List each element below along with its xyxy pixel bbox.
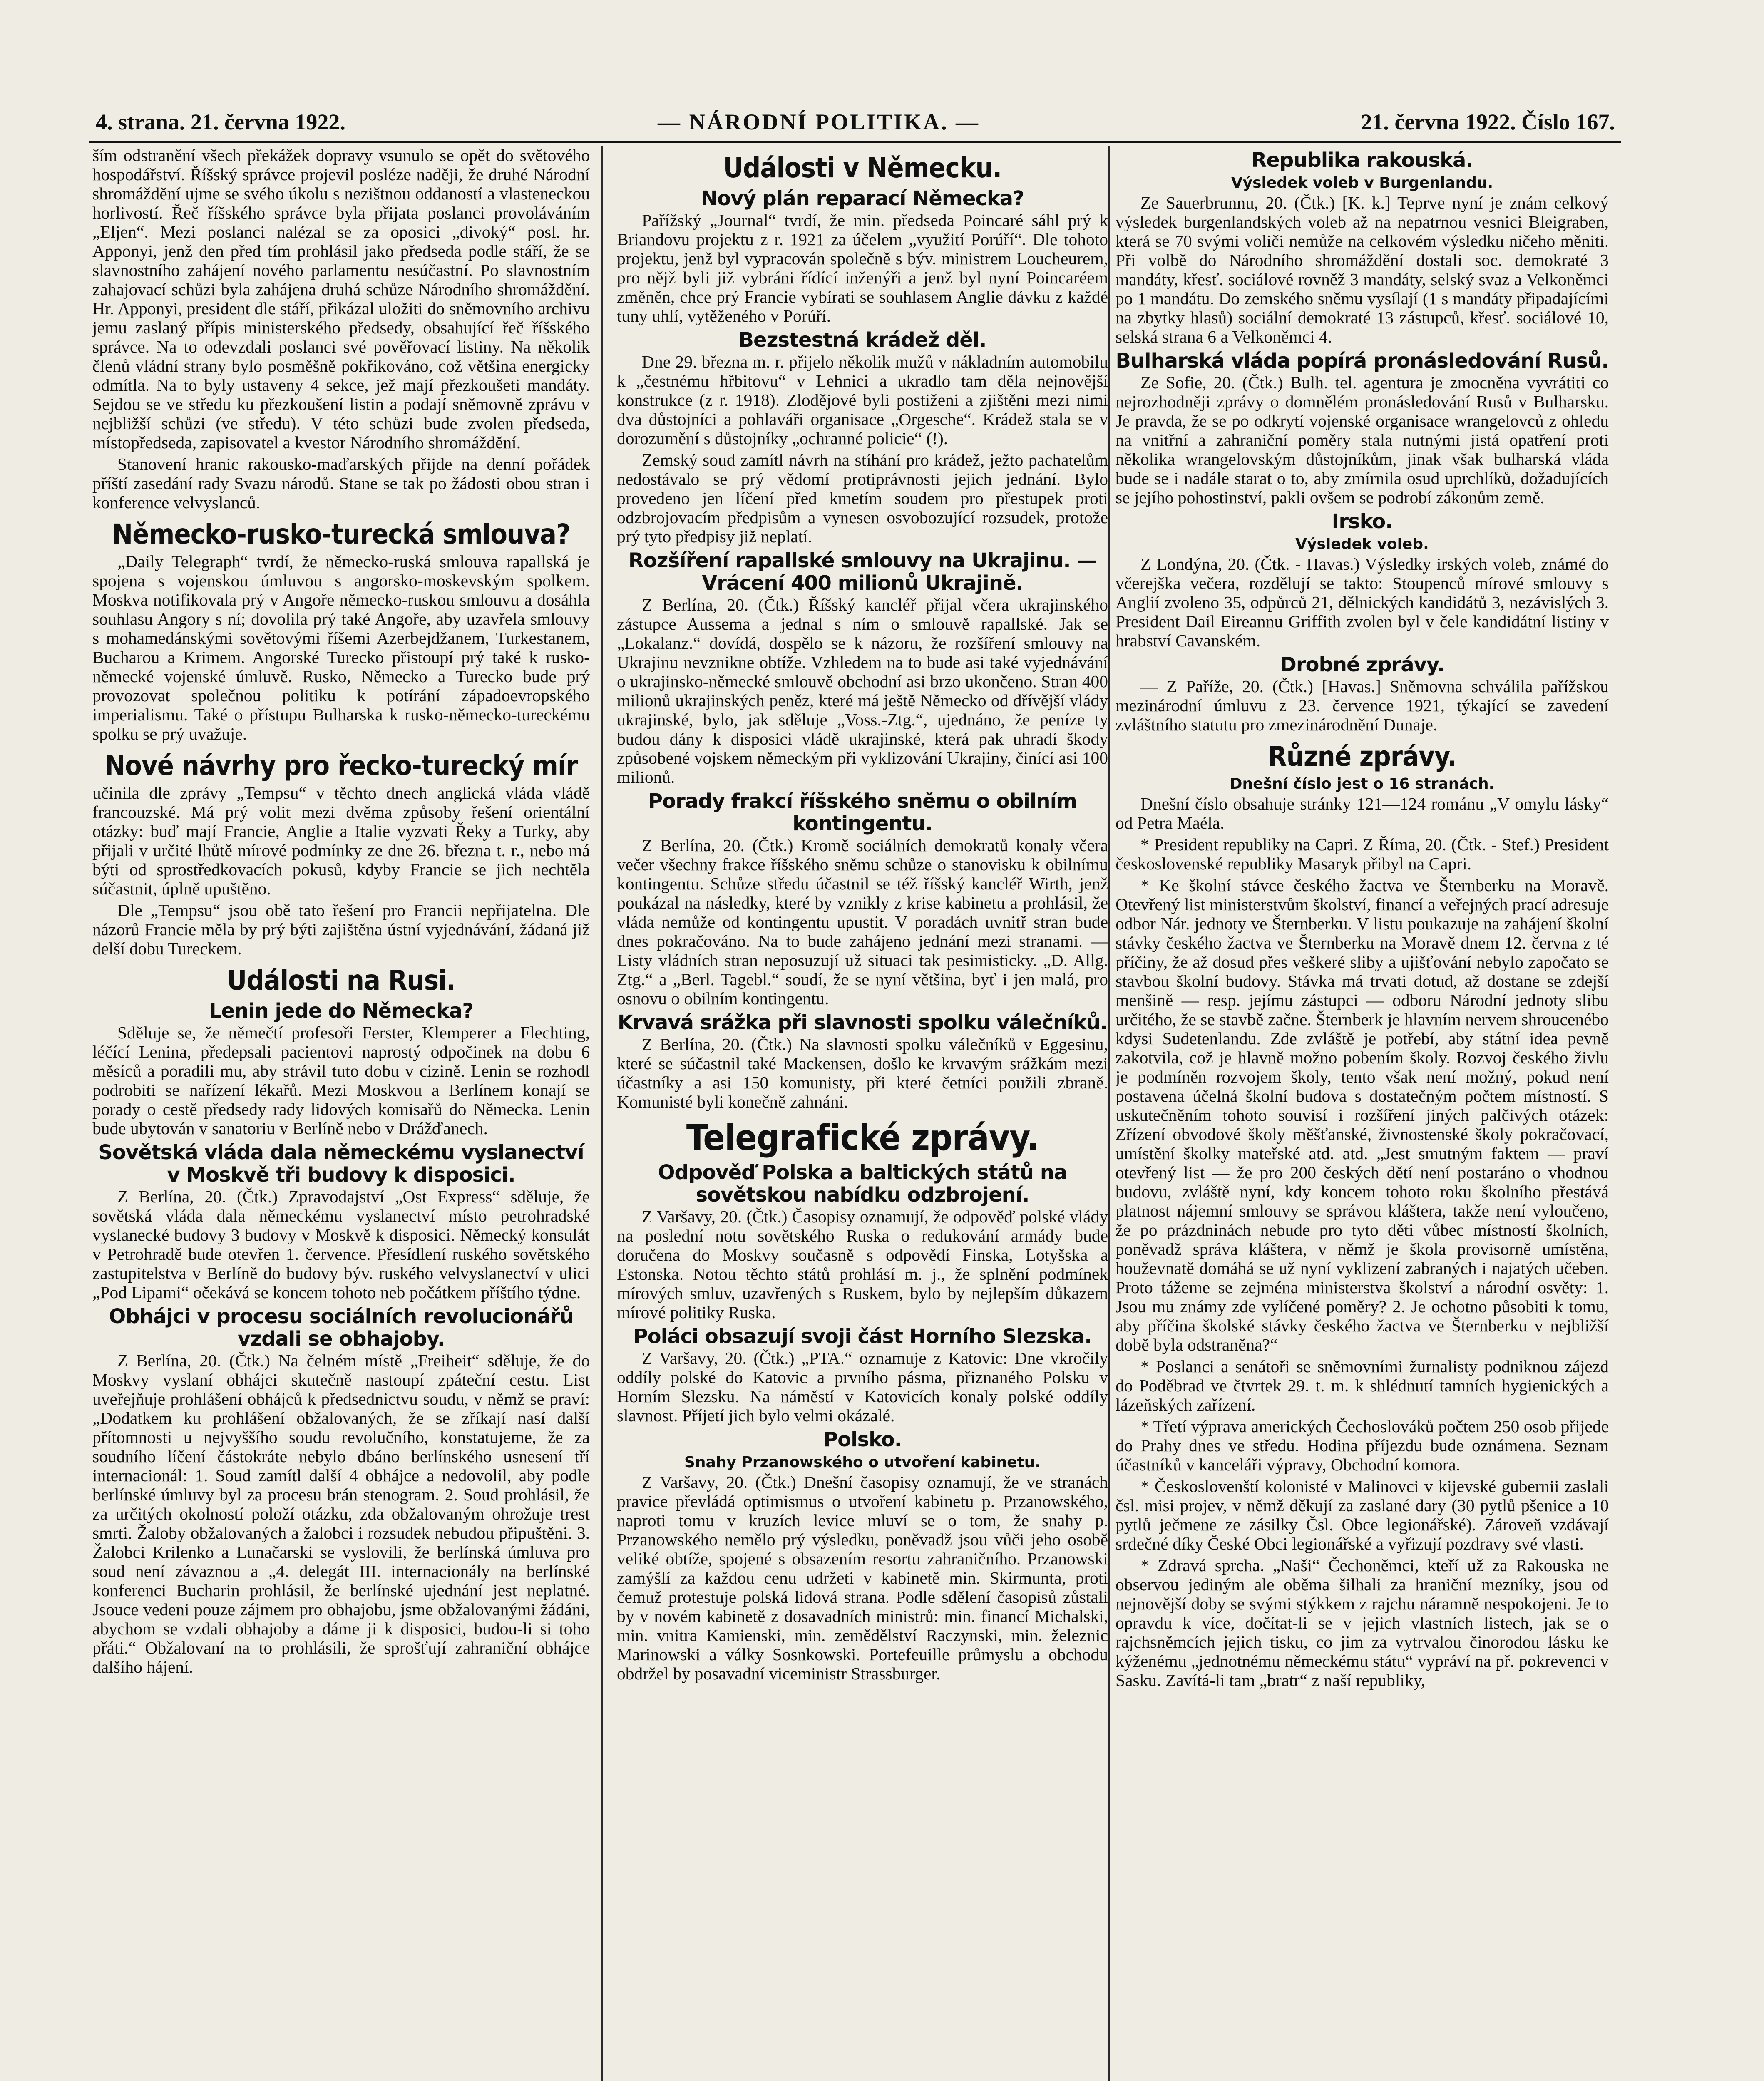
header-date-left: 4. strana. 21. června 1922. <box>96 109 345 134</box>
article-paragraph: Z Berlína, 20. (Čtk.) Na čelném místě „Freiheit“ sděluje, že do Moskvy vyslaní obhájci skutečně nastoupí zpáteční cestu. List uveřejňuje prohlášení obhájců k předsednictvu soudu, v němž se praví: „Dodatkem ku prohlášení obžalovaných, že se zříkají nasí další přítomnosti u nejvyššího soudu revolučního, konstatujeme, že za soudního líčení částokráte nebylo dbáno berlínského usnesení tří internacionál: 1. Soud zamítl další 4 obhájce a nedovolil, aby podle berlínské úmluvy byl za procesu brán stenogram. 2. Soud prohlásil, že za určitých okolností položí otázku, zda obžalovaným ohrožuje trest smrti. Žaloby obžalovaných a žalobci i rozsudek nebudou připuštěni. 3. Žalobci Krilenko a Lunačarski se vyslovili, že berlínská úmluva pro soud není závaznou a „4. delegát III. internacionály na berlínské konferenci Bucharin prohlásil, že berlínské ujednání jest neplatné. Jsouce vedeni pouze zájmem pro obhajobu, jsme obžalovanými žádáni, abychom se vzdali obhajoby a dáme ji k disposici, budou-li si toho přáti.“ Obžalovaní na to prohlásili, že sprošťují zahraniční obhájce dalšího hájení. <box>92 1351 590 1676</box>
article-paragraph: Ze Sofie, 20. (Čtk.) Bulh. tel. agentura je zmocněna vyvrátiti co nejrozhodněji zprávy o domnělém pronásledování Rusů v Bulharsku. Je pravda, že se po odkrytí vojenské organisace wrangelovců z ohledu na vnitřní a zahraniční poměry stala nutnými jistá opatření proti několika wrangelovským důstojníkům, jinak však bulharská vláda bude se i nadále starat o to, aby zmírnila osud uprchlíků, dožadujících se jejího pohostinství, pakli ovšem se podrobí zákonům země. <box>1116 373 1609 507</box>
article-paragraph: * President republiky na Capri. Z Říma, 20. (Čtk. - Stef.) President československé republiky Masaryk přibyl na Capri. <box>1116 835 1609 873</box>
headline-bulgaria: Bulharská vláda popírá pronásledování Rusů. <box>1116 349 1609 372</box>
article-paragraph: * Třetí výprava amerických Čechoslováků počtem 250 osob přijede do Prahy dnes ve středu. Hodina příjezdu bude oznámena. Seznam účastníků v kanceláři výpravy, Obchodní komora. <box>1116 1417 1609 1474</box>
subheadline-polsko: Polsko. <box>823 1428 902 1451</box>
column-rule-2 <box>1108 146 1110 2081</box>
column-rule-1 <box>601 146 603 2081</box>
article-continuation: ším odstranění všech překážek dopravy vsunulo se opět do světového hospodářství. Říšský správce projevil posléze naději, že druhé Národní shromáždění ujme se svého úkolu s nezištnou oddaností a vlasteneckou horlivostí. Řeč říšského správce byla přijata poslanci provoláváním „Eljen“. Mezi poslanci nalézal se za oposici „divoký“ posl. hr. Apponyi, jenž den před tím prohlásil jako předseda podle stáří, že se slavnostního zahájení nového parlamentu nesúčastní. Po slavnostním zahajovací schůzi byla zahájena druhá schůze Národního shromáždění. Hr. Apponyi, president dle stáří, přikázal uložiti do sněmovního archivu jemu zaslaný přípis ministerského předsedy, obsahující řeč říšského správce. Na to odevzdali poslanci své pověřovací listiny. Na několik členů vládní strany bylo posměšně pokřikováno, což většina energicky odmítla. Na to byly ustaveny 4 sekce, jež mají přezkoušeti mandáty. Sejdou se ve středu ku přezkoušení listin a podají sněmovně zprávu v nejbližší schůzi (ve středu). V této schůzi bude zvolen předseda, místopředseda, zapisovatel a kvestor Národního shromáždění. <box>92 146 590 452</box>
subheadline-ukraine: Rozšíření rapallské smlouvy na Ukrajinu. — Vrácení 400 milionů Ukrajině. <box>628 549 1097 595</box>
headline-various-news: Různé zprávy. <box>1267 740 1457 772</box>
subheadline-poland-disarmament: Odpověď Polska a baltických států na sovětskou nabídku odzbrojení. <box>658 1161 1067 1207</box>
article-paragraph: Ze Sauerbrunnu, 20. (Čtk.) [K. k.] Teprve nyní je znám celkový výsledek burgenlandských voleb až na nepatrnou vesnici Bleigraben, která se 70 svými voliči nemůže na celkovém výsledku ničeho měniti. Při volbě do Národního shromáždění dostali soc. demokraté 3 mandáty, křesť. sociálové rovněž 3 mandáty, selský svaz a Velkoněmci po 1 mandátu. Do zemského sněmu vysílají (1 s mandáty připadajícími na zbytky hlasů) sociální demokraté 13 zástupců, křesť. sociálové 10, selská strana 6 a Velkoněmci 4. <box>1116 193 1609 346</box>
column-3 <box>1116 146 1609 2081</box>
subheadline-cabinet: Snahy Przanowského o utvoření kabinetu. <box>684 1454 1041 1471</box>
article-paragraph: Z Varšavy, 20. (Čtk.) „PTA.“ oznamuje z Katovic: Dne vkročily oddíly polské do Katovic a prvního pásma, přiznaného Polsku v Horním Slezsku. Na náměstí v Katovicích konaly polské oddíly slavnost. Příjetí jich bylo velmi okázalé. <box>617 1348 1108 1425</box>
subheadline-issue-pages: Dnešní číslo jest o 16 stranách. <box>1230 775 1495 792</box>
headline-greek-turkish-peace: Nové návrhy pro řecko-turecký mír <box>104 750 578 782</box>
column-2 <box>617 146 1108 2081</box>
column-1 <box>92 146 590 2081</box>
article-paragraph: učinila dle zprávy „Tempsu“ v těchto dnech anglická vláda vládě francouzské. Má prý volit mezi dvěma způsoby řešení orientální otázky: buď mají Francie, Anglie a Italie vyzvati Řeky a Turky, aby přijali v určité lhůtě mírové podmínky ze dne 26. března t. r., nebo má býti od sprostředkovacích pokusů, kdyby Francie se jich nechtěla súčastnit, úplně upuštěno. <box>92 783 590 898</box>
article-paragraph: * Ke školní stávce českého žactva ve Šternberku na Moravě. Otevřený list ministerstvům školství, financí a veřejných prací adresuje odbor Nár. jednoty ve Šternberku. V listu poukazuje na zahájení školní stávky českého žactva ve Šternberku na Moravě dnem 12. června z té příčiny, že až dosud přes veškeré sliby a ujišťování nebylo započato se stavbou školní budovy. Stávka má trvati dotud, až dostane se zdejší menšině — resp. jejímu zástupci — odboru Národní jednoty slibu určitého, že se stavbě začne. Šternberk je hlavním nervem shroucenébo kdysi Sudetenlandu. Zde zvláště je potřebí, aby státní idea pevně zakotvila, což je hlavně možno pobením školy. Rozvoj českého živlu je podmíněn rozvojem školy, tento však není možný, pokud není postavena účelná školní budova s dostatečným počtem místností. S uskutečněním tohoto souvisí i rozšíření jiných palčivých otázek: Zřízení obvodové školy měšťanské, živnostenské školy pokračovací, umístění školky mateřské atd. atd. „Jest smutným faktem — praví otevřený list — že pro 200 českých dětí není postaráno o vhodnou budovu, zvláště nyní, kdy koncem tohoto roku školního přestává platnost nájemní smlouvy se správou kláštera, takže není vyloučeno, že po prázdninách nebude pro tyto děti vůbec místností školních, poněvadž správa kláštera, v němž je škola provisorně umístěna, houževnatě domáhá se už nyní vyklizení zabraných i najatých učeben. Proto tážeme se zejména ministerstva školství a národní osvěty: 1. Jsou mu známy zde vylíčené poměry? 2. Je ochotno působiti k tomu, aby příčina školské stávky českého žactva ve Šternberku v nejbližší době byla odstraněna?“ <box>1116 876 1609 1354</box>
article-paragraph: Z Berlína, 20. (Čtk.) Zpravodajství „Ost Express“ sděluje, že sovětská vláda dala německému vyslanectví místo petrohradské vyslanecké budovy 3 budovy v Moskvě k disposici. Německý konsulát v Petrohradě bude otevřen 1. července. Přesídlení ruského sovětského zastupitelstva v Berlíně do budovy býv. ruského velvyslanectví v ulici „Pod Lipami“ očekává se koncem tohoto neb počátkem příštího týdne. <box>92 1187 590 1302</box>
subheadline-lenin: Lenin jede do Německa? <box>209 999 474 1023</box>
headline-small-news: Drobné zprávy. <box>1280 653 1445 676</box>
article-paragraph: „Daily Telegraph“ tvrdí, že německo-ruská smlouva rapallská je spojena s vojenskou úmluvou s angorsko-moskevským spolkem. Moskva notifikovala prý v Angoře německo-ruskou smlouvu a dosáhla souhlasu Angory s ní; dovolila prý také Angoře, aby uzavřela smlouvy s mohamedánskými sovětovými říšemi Azerbejdžanem, Turkestanem, Bucharou a Krimem. Angorské Turecko přistoupí prý také k rusko-německé vojenské úmluvě. Rusko, Německo a Turecko bude prý provozovat společnou politiku k potírání západoevropského imperialismu. Také o přístupu Bulharska k rusko-německo-tureckému spolku se prý uvažuje. <box>92 552 590 743</box>
headline-turkish-treaty: Německo-rusko-turecká smlouva? <box>112 518 570 550</box>
article-paragraph: Z Varšavy, 20. (Čtk.) Časopisy oznamují, že odpověď polské vlády na poslední notu sovětského Ruska o redukování armády bude doručena do Moskvy současně s odpovědí Finska, Lotyšska a Estonska. Notou těchto států prohlásí m. j., že splnění podmínek mírových smluv, uzavřených s Ruskem, bylo by nejlepším důkazem mírové politiky Ruska. <box>617 1207 1108 1322</box>
headline-russia: Události na Rusi. <box>227 964 455 996</box>
article-paragraph: * Českoslovenští kolonisté v Malinovci v kijevské gubernii zaslali čsl. misi projev, v němž děkují za zaslané dary (30 pytlů pšenice a 10 pytlů ječmene ze zásilky Čsl. Obce legionářské). Zároveň vzdávají srdečné díky České Obci legionářské a vyřizují pozdravy své vlasti. <box>1116 1477 1609 1553</box>
article-paragraph: Dne 29. března m. r. přijelo několik mužů v nákladním automobilu k „čestnému hřbitovu“ v Lehnici a ukradlo tam děla nejnovější konstrukce (z r. 1918). Zlodějové byli postiženi a zjištěni mezi nimi dva důstojníci a pohlaváři organisace „Orgesche“. Krádež stala se v dorozumění s důstojníky „ochranné policie“ (!). <box>617 352 1108 448</box>
article-paragraph: — Z Paříže, 20. (Čtk.) [Havas.] Sněmovna schválila pařížskou mezinárodní úmluvu z 23. července 1921, týkající se zavedení zvláštního statutu pro zmezinárodnění Dunaje. <box>1116 677 1609 734</box>
headline-telegraph: Telegrafické zprávy. <box>686 1117 1039 1159</box>
article-paragraph: Z Berlína, 20. (Čtk.) Kromě sociálních demokratů konaly včera večer všechny frakce říšského sněmu schůze o stanovisku k obilnímu kontingentu. Schůze středu účastnil se též říšský kancléř Wirth, jenž poukázal na následky, které by vznikly z krise kabinetu a prohlásil, že vláda nemůže od kontingentu upustit. V poradách uvnitř stran bude dnes pokračováno. Na to bude zahájeno jednání mezi stranami. — Listy vládních stran neposuzují už situaci tak pesimisticky. „D. Allg. Ztg.“ a „Berl. Tagebl.“ soudí, že se nyní většina, byť i jen malá, pro osnovu o obilním kontingentu. <box>617 836 1108 1008</box>
article-paragraph: * Poslanci a senátoři se sněmovními žurnalisty podniknou zájezd do Poděbrad ve čtvrtek 29. t. m. k shlédnutí tamních hygienických a lázeňských zařízení. <box>1116 1357 1609 1414</box>
article-paragraph: * Zdravá sprcha. „Naši“ Čechoněmci, kteří už za Rakouska ne observou jediným ale oběma šilhali za hraniční mezníky, jsou od nejnovější doby se svými stýkkem z rajchu náramně nespokojeni. Je to opravdu k více, dočítat-li se v jejich vlastních listech, jak se o rajchsněmcích jejich tisku, co jim za vytrvalou činorodou lásku ke kýženému „jednotnému německému státu“ vypráví na př. pokrevenci v Sasku. Zavítá-li tam „bratr“ z naší republiky, <box>1116 1556 1609 1690</box>
masthead-title: — NÁRODNÍ POLITIKA. — <box>658 109 980 134</box>
header-date-issue: 21. června 1922. Číslo 167. <box>1361 109 1615 134</box>
headline-germany: Události v Německu. <box>723 152 1002 184</box>
headline-ireland: Irsko. <box>1332 510 1393 533</box>
subheadline-trial: Obhájci v procesu sociálních revolucionářů vzdali se obhajoby. <box>109 1305 574 1351</box>
article-paragraph: Pařížský „Journal“ tvrdí, že min. předseda Poincaré sáhl prý k Briandovu projektu z r. 1921 za účelem „využití Porúří“. Dle tohoto projektu, jenž byl vypracován společně s býv. ministrem Loucheurem, pro nějž byli již vybráni řídící inženýři a jenž byl nyní Poincaréem změněn, chce prý Francie vybírati se souhlasem Anglie dávku z každé tuny uhlí, vytěženého v Porúří. <box>617 211 1108 325</box>
article-paragraph: Sděluje se, že němečtí profesoři Ferster, Klemperer a Flechting, léčící Lenina, předepsali pacientovi naprostý odpočinek na dobu 6 měsíců a poradili mu, aby strávil tuto dobu v cizině. Lenin se rozhodl podrobiti se nařízení lékařů. Mezi Moskvou a Berlínem konají se porady o cestě předsedy rady lidových komisařů do Německa. Lenin bude ubytován v sanatoriu v Berlíně nebo v Drážďanech. <box>92 1023 590 1138</box>
article-paragraph: Zemský soud zamítl návrh na stíhání pro krádež, ježto pachatelům nedostávalo se prý vědomí protiprávnosti jejich jednání. Bylo provedeno jen líčení před kmetím soudem pro přestupek proti odzbrojovacím předpisům a vynesen osvobozující rozsudek, protože prý tyto předpisy již neplatí. <box>617 450 1108 546</box>
article-paragraph: Dnešní číslo obsahuje stránky 121—124 románu „V omylu lásky“ od Petra Maéla. <box>1116 794 1609 832</box>
header-rule <box>89 141 1621 143</box>
article-paragraph: Z Londýna, 20. (Čtk. - Havas.) Výsledky irských voleb, známé do včerejška večera, rozdělují se takto: Stoupenců mírové smlouvy s Anglií zvoleno 35, odpůrců 21, dělnických kandidátů 3, nezávislých 3. President Dail Eireannu Griffith zvolen byl v čele kandidátní listiny v hrabství Cavanském. <box>1116 554 1609 650</box>
subheadline-embassy: Sovětská vláda dala německému vyslanectví v Moskvě tři budovy k disposici. <box>98 1141 584 1187</box>
subheadline-elections: Výsledek voleb. <box>1295 536 1429 553</box>
article-paragraph: Dle „Tempsu“ jsou obě tato řešení pro Francii nepřijatelna. Dle názorů Francie měla by prý býti zajištěna ústní vyjednávání, žádaná již delší dobu Tureckem. <box>92 901 590 958</box>
article-paragraph: Z Berlína, 20. (Čtk.) Říšský kancléř přijal včera ukrajinského zástupce Aussema a jednal s ním o smlouvě rapallské. Jak se „Lokalanz.“ dovídá, dospělo se k názoru, že rozšíření smlouvy na Ukrajinu nevznikne obtíže. Vzhledem na to bude asi také vyjednávání o ukrajinsko-německé smlouvě obchodní asi brzo ukončeno. Stran 400 milionů ukrajinských peněz, které má ještě Německo od dřívější vlády ukrajinské, bylo, jak sděluje „Voss.-Ztg.“, ujednáno, že peníze ty budou dány k disposici vládě ukrajinské, která pak uhradí škody způsobené vojskem německým při vyklizování Ukrajiny, činící asi 100 milionů. <box>617 595 1108 787</box>
page-header <box>96 109 1615 138</box>
subheadline-clash: Krvavá srážka při slavnosti spolku válečníků. <box>617 1011 1108 1034</box>
article-paragraph: Stanovení hranic rakousko-maďarských přijde na denní pořádek příští zasedání rady Svazu národů. Stane se tak po žádosti obou stran i konference velvyslanců. <box>92 454 590 512</box>
headline-austria: Republika rakouská. <box>1251 149 1473 172</box>
article-paragraph: Z Varšavy, 20. (Čtk.) Dnešní časopisy oznamují, že ve stranách pravice převládá optimismus o utvoření kabinetu p. Przanowského, naproti tomu v kruzích levice mluví se o tom, že snahy p. Przanowského nemělo prý výsledku, poněvadž jsou vůči jeho osobě veliké obtíže, spojené s obsazením resortu zahraničního. Przanowski zamýšlí za každou cenu udržeti v kabinetě min. Skirmunta, proti čemuž protestuje polská lidová strana. Podle sdělení časopisů zůstali by v novém kabinetě z dosavadních ministrů: min. financí Michalski, min. vnitra Kamienski, min. zemědělství Raczynski, min. železnic Marinowski a války Sosnkowski. Portefeuille průmyslu a obchodu obdržel by posavadní viceministr Strassburger. <box>617 1473 1108 1683</box>
subheadline-theft: Bezstestná krádež děl. <box>738 328 986 352</box>
subheadline-fractions: Porady frakcí říšského sněmu o obilním kontingentu. <box>648 790 1077 835</box>
article-paragraph: Z Berlína, 20. (Čtk.) Na slavnosti spolku válečníků v Eggesinu, které se súčastnil také Mackensen, došlo ke krvavým srážkám mezi účastníky a asi 150 komunisty, při které četníci použili zbraně. Komunisté byli konečně zahnáni. <box>617 1035 1108 1111</box>
subheadline-reparation: Nový plán reparací Německa? <box>701 187 1024 210</box>
subheadline-silesia: Poláci obsazují svoji část Horního Slezska. <box>633 1325 1092 1348</box>
subheadline-burgenland: Výsledek voleb v Burgenlandu. <box>1231 174 1493 191</box>
